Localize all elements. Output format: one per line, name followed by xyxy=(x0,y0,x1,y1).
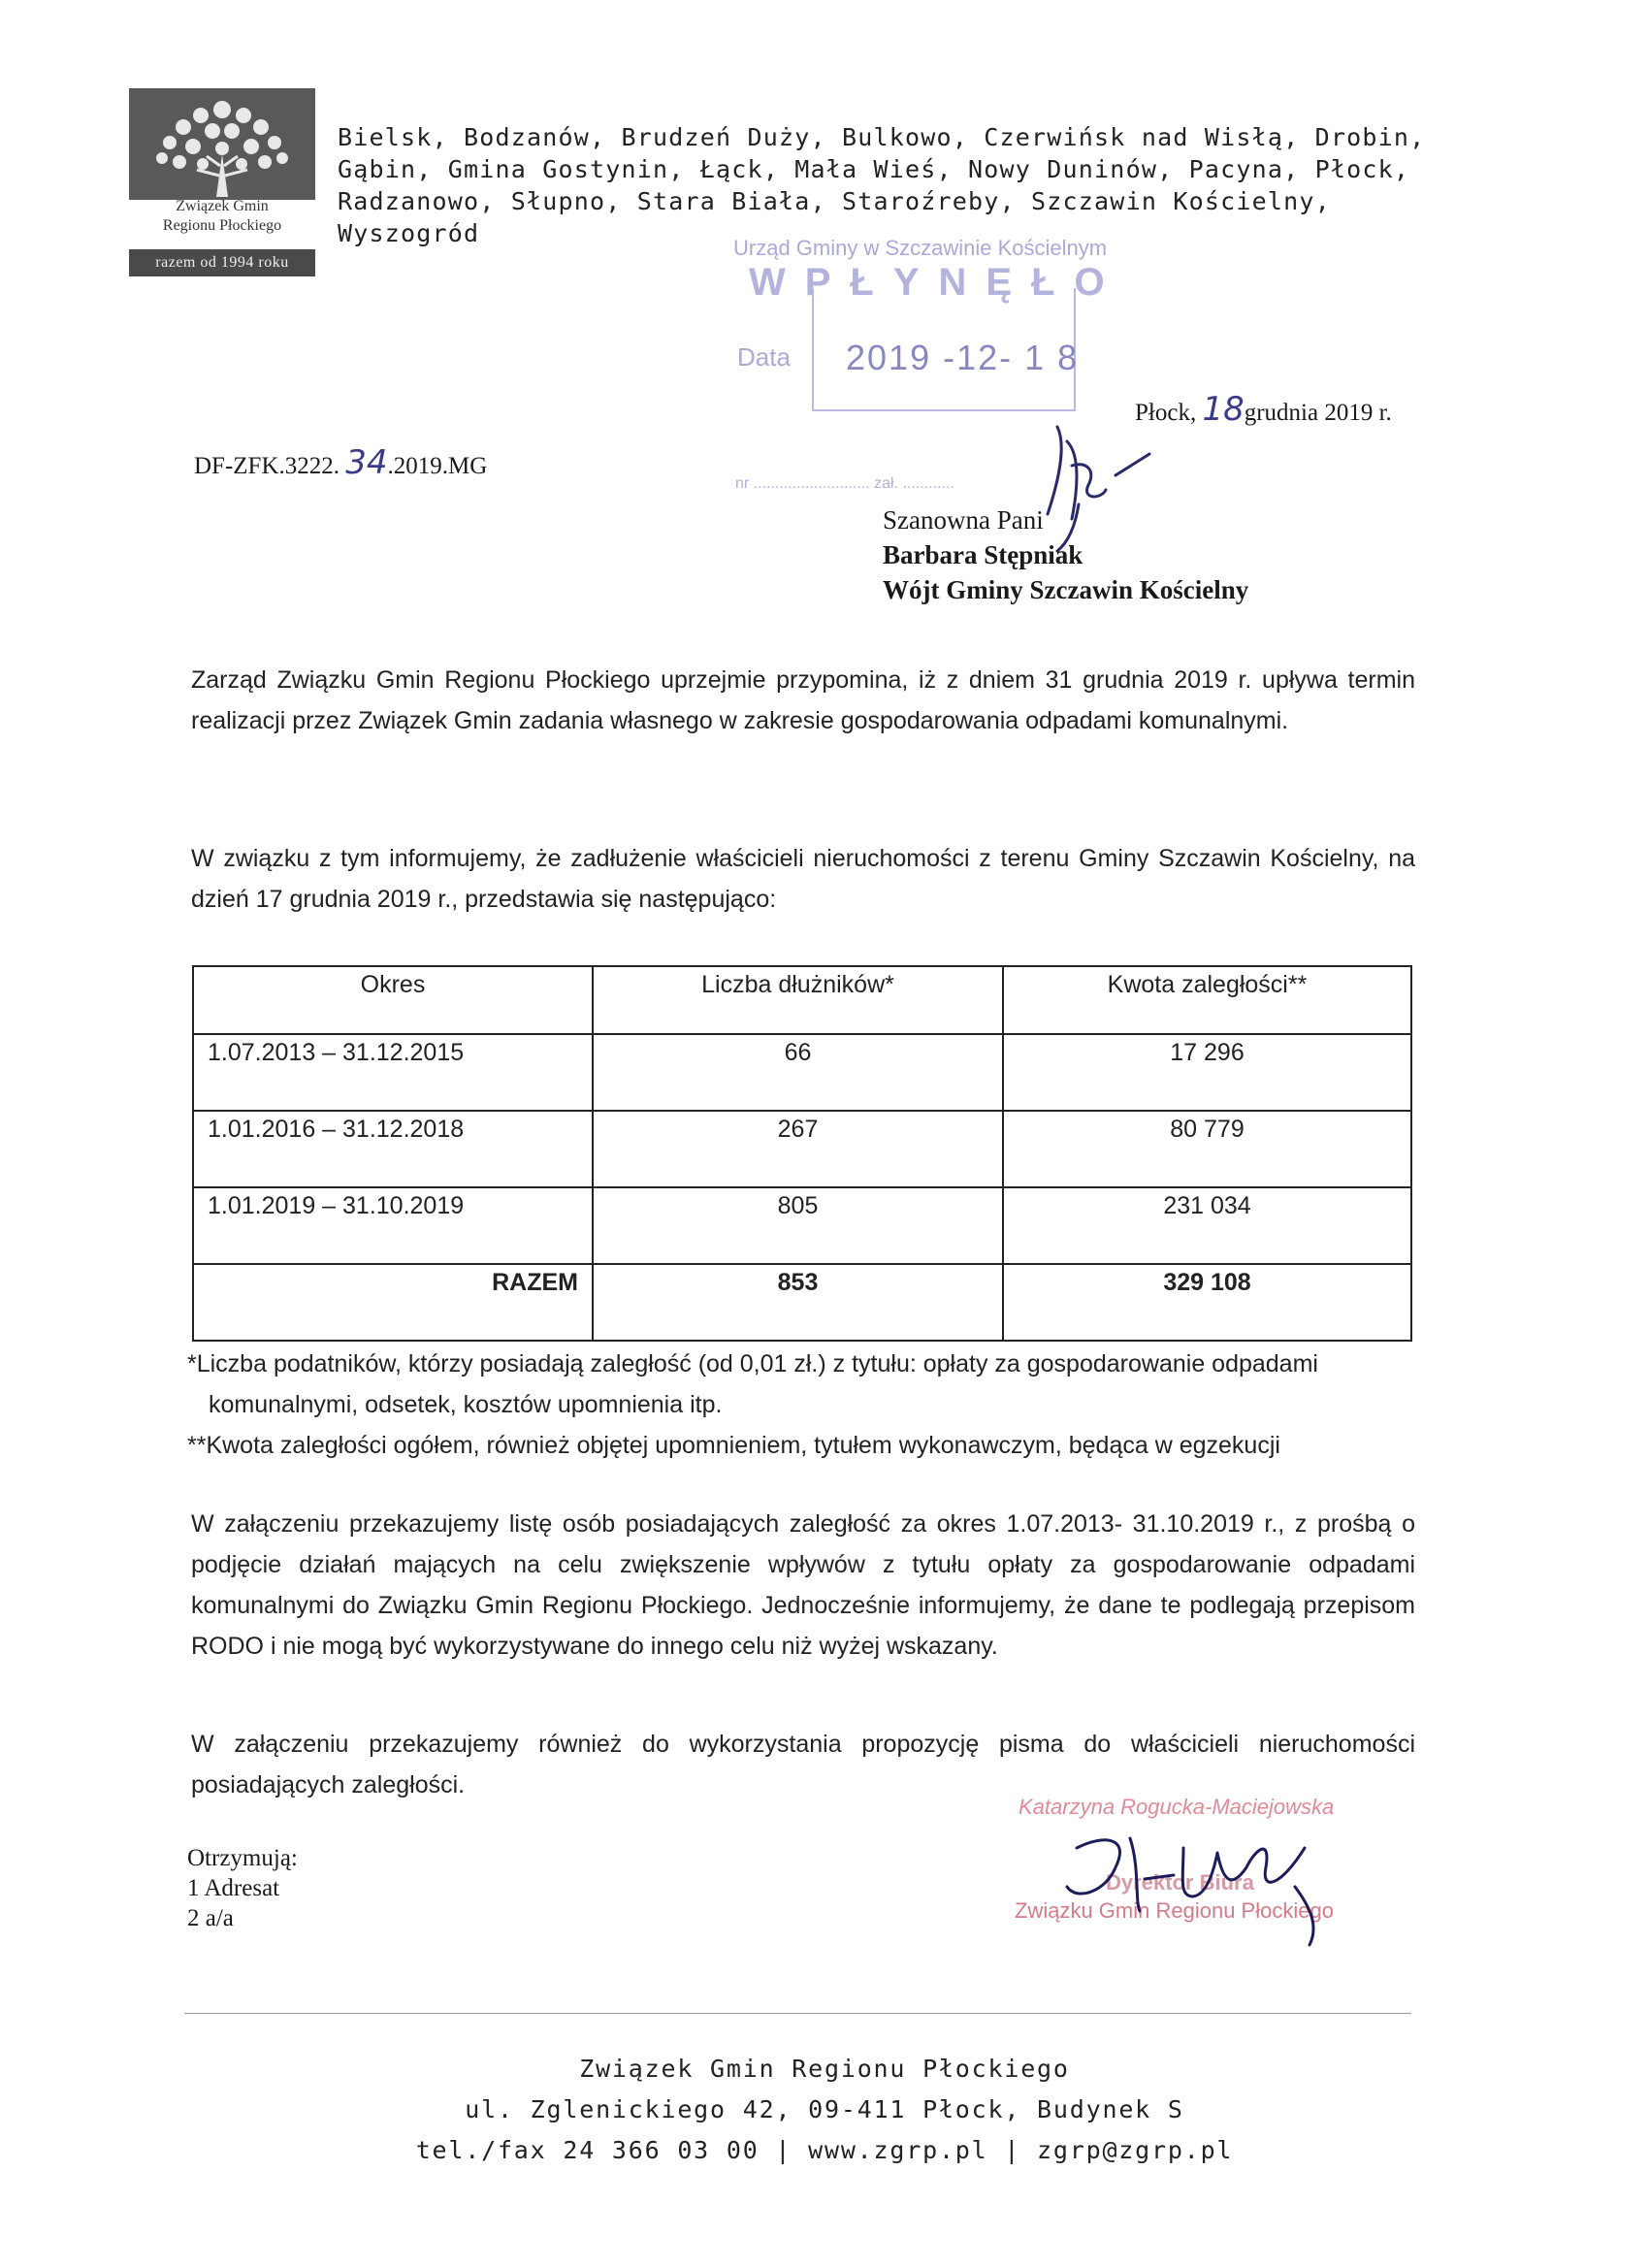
addressee-title: Wójt Gminy Szczawin Kościelny xyxy=(883,575,1249,604)
table-total-row xyxy=(193,1264,1411,1341)
column-header: Okres xyxy=(193,966,593,1034)
debtors-cell: 66 xyxy=(593,1034,1003,1111)
debtors-cell: 267 xyxy=(593,1111,1003,1187)
footer-contact: tel./fax 24 366 03 00 | www.zgrp.pl | zgrp@zgrp.pl xyxy=(415,2136,1234,2164)
place-date xyxy=(1135,390,1392,429)
director-title: Dyrektor Biura xyxy=(1106,1870,1254,1895)
recipient: 1 Adresat xyxy=(187,1875,280,1901)
reference-number xyxy=(194,443,487,482)
salutation: Szanowna Pani xyxy=(883,505,1044,535)
footer xyxy=(291,2049,1358,2171)
organization-logo xyxy=(129,88,315,285)
total-debtors: 853 xyxy=(593,1264,1003,1341)
logo-since: razem od 1994 roku xyxy=(129,249,315,276)
tree-of-people-icon xyxy=(129,88,315,200)
municipalities-line: Radzanowo, Słupno, Stara Biała, Staroźreby, Szczawin Kościelny, Wyszogród xyxy=(338,187,1331,247)
director-signature xyxy=(1038,1809,1368,1950)
amount-cell: 231 034 xyxy=(1003,1187,1411,1264)
director-org: Związku Gmin Regionu Płockiego xyxy=(1015,1898,1334,1923)
municipalities-line: Gąbin, Gmina Gostynin, Łąck, Mała Wieś, Nowy Duninów, Pacyna, Płock, xyxy=(338,155,1410,183)
amount-cell: 80 779 xyxy=(1003,1111,1411,1187)
debt-table xyxy=(192,965,1412,1342)
total-label: RAZEM xyxy=(193,1264,593,1341)
director-name: Katarzyna Rogucka-Maciejowska xyxy=(1018,1795,1335,1819)
ref-number-handwritten: 34 xyxy=(345,443,388,482)
period-cell: 1.07.2013 – 31.12.2015 xyxy=(193,1034,593,1111)
municipalities-line: Bielsk, Bodzanów, Brudzeń Duży, Bulkowo, Czerwińsk nad Wisłą, Drobin, xyxy=(338,123,1426,151)
stamp-date-label: Data xyxy=(737,342,791,372)
footer-divider xyxy=(184,2013,1411,2014)
debtors-cell: 805 xyxy=(593,1187,1003,1264)
ref-prefix: DF-ZFK.3222. xyxy=(194,453,340,479)
stamp-date: 2019 -12- 1 8 xyxy=(846,338,1080,377)
paragraph-1: Zarząd Związku Gmin Regionu Płockiego uprzejmie przypomina, iż z dniem 31 grudnia 2019 r. upływa termin realizacji przez Związek Gmin zadania własnego w zakresie gospodarowania odpadami komunalnymi. xyxy=(191,666,1415,734)
addressee xyxy=(883,502,1248,607)
logo-name-line1: Związek Gmin xyxy=(176,198,269,214)
footnote-1: *Liczba podatników, którzy posiadają zaległość (od 0,01 zł.) z tytułu: opłaty za gospodarowanie odpadami xyxy=(187,1350,1318,1377)
place: Płock, xyxy=(1135,400,1197,426)
stamp-office: Urząd Gminy w Szczawinie Kościelnym xyxy=(733,236,1108,260)
column-header: Kwota zaległości** xyxy=(1003,966,1411,1034)
ref-suffix: .2019.MG xyxy=(387,453,488,479)
day-handwritten: 18 xyxy=(1202,390,1245,429)
footer-org: Związek Gmin Regionu Płockiego xyxy=(579,2055,1070,2083)
paragraph-4: W załączeniu przekazujemy również do wykorzystania propozycję pisma do właścicieli nieruchomości posiadających zaległości. xyxy=(191,1731,1415,1798)
table-row xyxy=(193,1111,1411,1187)
total-amount: 329 108 xyxy=(1003,1264,1411,1341)
paragraph-2: W związku z tym informujemy, że zadłużenie właścicieli nieruchomości z terenu Gminy Szczawin Kościelny, na dzień 17 grudnia 2019 r., przedstawia się następująco: xyxy=(191,845,1415,913)
month-year: grudnia 2019 r. xyxy=(1244,400,1392,426)
footnotes xyxy=(187,1344,1419,1466)
recipient: 2 a/a xyxy=(187,1905,234,1931)
table-row xyxy=(193,1034,1411,1111)
recipients-label: Otrzymują: xyxy=(187,1845,298,1871)
paragraph-3: W załączeniu przekazujemy listę osób posiadających zaległość za okres 1.07.2013- 31.10.2019 r., z prośbą o podjęcie działań mających na celu zwiększenie wpływów z tytułu opłaty za gospodarowanie odpadami komunalnymi do Związku Gmin Regionu Płockiego. Jednocześnie informujemy, że dane te podlegają przepisom RODO i nie mogą być wykorzystywane do innego celu niż wyżej wskazany. xyxy=(191,1510,1415,1660)
addressee-name: Barbara Stępniak xyxy=(883,540,1083,569)
amount-cell: 17 296 xyxy=(1003,1034,1411,1111)
footer-address: ul. Zglenickiego 42, 09-411 Płock, Budynek S xyxy=(465,2095,1184,2123)
footnote-1-continued: komunalnymi, odsetek, kosztów upomnienia itp. xyxy=(209,1391,723,1418)
recipients xyxy=(187,1843,298,1933)
period-cell: 1.01.2019 – 31.10.2019 xyxy=(193,1187,593,1264)
table-header-row xyxy=(193,966,1411,1034)
table-row xyxy=(193,1187,1411,1264)
logo-name-line2: Regionu Płockiego xyxy=(162,217,282,234)
column-header: Liczba dłużników* xyxy=(593,966,1003,1034)
stamp-received: WPŁYNĘŁO xyxy=(749,261,1124,304)
period-cell: 1.01.2016 – 31.12.2018 xyxy=(193,1111,593,1187)
footnote-2: **Kwota zaległości ogółem, również objętej upomnieniem, tytułem wykonawczym, będąca w egzekucji xyxy=(187,1432,1280,1459)
stamp-number-line: nr ........................... zał. ............ xyxy=(735,475,954,492)
